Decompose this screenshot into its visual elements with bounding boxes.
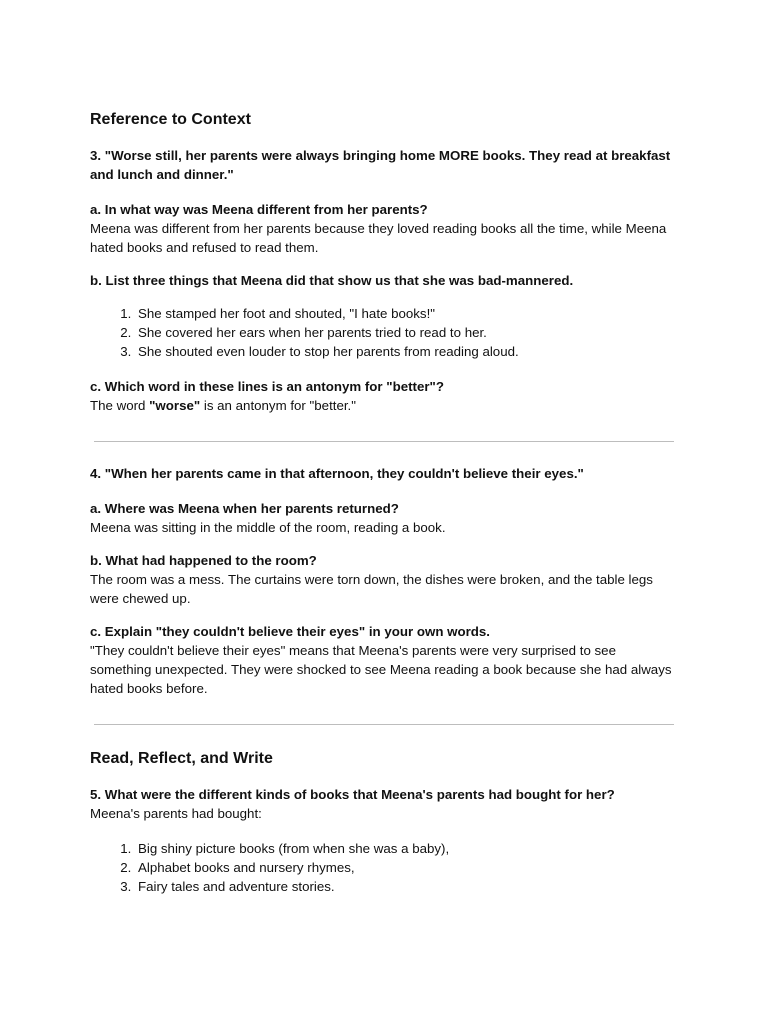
list-item: 3. Fairy tales and adventure stories. — [135, 877, 678, 896]
section-title-read-reflect-write: Read, Reflect, and Write — [90, 750, 273, 767]
list-item: 1. She stamped her foot and shouted, "I hate books!" — [135, 304, 678, 323]
list-item: 2. She covered her ears when her parents tried to read to her. — [135, 323, 678, 342]
list-item: 2. Alphabet books and nursery rhymes, — [135, 858, 678, 877]
question-3c: c. Which word in these lines is an antonym for "better"? — [90, 379, 444, 394]
question-4b: b. What had happened to the room? — [90, 553, 317, 568]
question-5: 5. What were the different kinds of books that Meena's parents had bought for her? — [90, 787, 615, 802]
question-4a: a. Where was Meena when her parents returned? — [90, 501, 399, 516]
answer-5-intro: Meena's parents had bought: — [90, 806, 262, 821]
answer-3b-list — [90, 304, 678, 361]
answer-5-list — [90, 839, 678, 896]
answer-4b: The room was a mess. The curtains were torn down, the dishes were broken, and the table legs were chewed up. — [90, 572, 653, 606]
answer-4c: "They couldn't believe their eyes" means that Meena's parents were very surprised to see something unexpected. They were shocked to see Meena reading a book because she had always hated books before. — [90, 643, 672, 696]
question-3a: a. In what way was Meena different from her parents? — [90, 202, 428, 217]
answer-3a: Meena was different from her parents because they loved reading books all the time, while Meena hated books and refused to read them. — [90, 221, 667, 255]
question-4-prompt: 4. "When her parents came in that afternoon, they couldn't believe their eyes." — [90, 466, 584, 481]
list-item: 1. Big shiny picture books (from when she was a baby), — [135, 839, 678, 858]
list-item: 3. She shouted even louder to stop her parents from reading aloud. — [135, 342, 678, 361]
answer-3c — [90, 396, 678, 415]
question-4c: c. Explain "they couldn't believe their eyes" in your own words. — [90, 624, 490, 639]
answer-3c-bold-word: "worse" — [149, 398, 201, 413]
answer-4a: Meena was sitting in the middle of the room, reading a book. — [90, 520, 446, 535]
section-title-reference-to-context: Reference to Context — [90, 111, 251, 128]
answer-3c-suffix: is an antonym for "better." — [200, 398, 356, 413]
answer-3c-prefix: The word — [90, 398, 150, 413]
question-3-prompt: 3. "Worse still, her parents were always bringing home MORE books. They read at breakfast and lunch and dinner." — [90, 148, 671, 182]
question-3b: b. List three things that Meena did that show us that she was bad-mannered. — [90, 273, 574, 288]
